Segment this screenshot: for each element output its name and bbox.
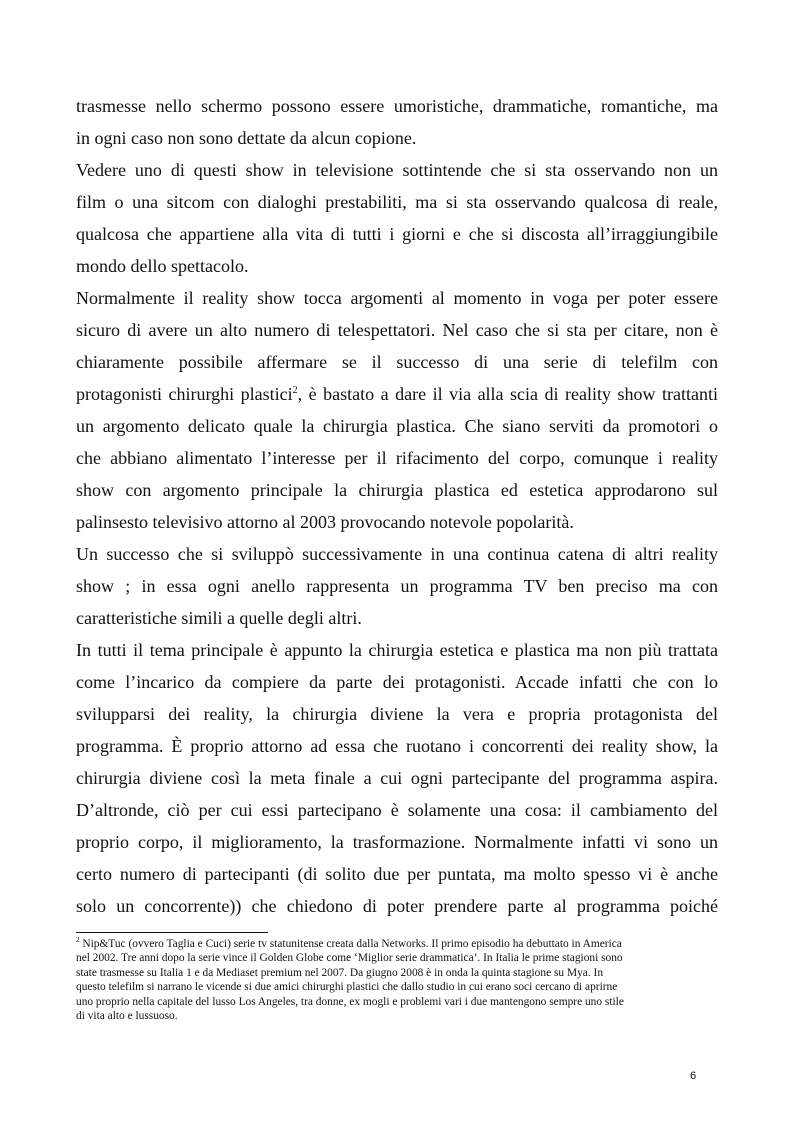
text-line: palinsesto televisivo attorno al 2003 provocando notevole popolarità. <box>76 512 574 532</box>
footnote-marker: 2 <box>76 936 80 945</box>
text-line: chiaramente possibile affermare se il successo di una serie di telefilm con <box>76 352 718 372</box>
footnote <box>76 937 718 1023</box>
text-line: in ogni caso non sono dettate da alcun copione. <box>76 128 417 148</box>
body-text <box>76 90 718 922</box>
text-line: svilupparsi dei reality, la chirurgia diviene la vera e propria protagonista del <box>76 704 718 724</box>
text-line: film o una sitcom con dialoghi prestabiliti, ma si sta osservando qualcosa di reale, <box>76 192 718 212</box>
text-line: mondo dello spettacolo. <box>76 256 249 276</box>
page-number: 6 <box>690 1070 697 1082</box>
footnote-text: Nip&Tuc (ovvero Taglia e Cuci) serie tv statunitense creata dalla Networks. Il primo episodio ha debuttato in America <box>79 938 622 950</box>
footnote-line: nel 2002. Tre anni dopo la serie vince il Golden Globe come ‘Miglior serie drammatica’. In Italia le prime stagioni sono <box>76 952 623 965</box>
text-line: un argomento delicato quale la chirurgia plastica. Che siano serviti da promotori o <box>76 416 718 436</box>
text-line: Un successo che si sviluppò successivamente in una continua catena di altri reality <box>76 544 718 564</box>
text-line: solo un concorrente)) che chiedono di poter prendere parte al programma poiché <box>76 896 718 916</box>
text-line: D’altronde, ciò per cui essi partecipano è solamente una cosa: il cambiamento del <box>76 800 718 820</box>
text-segment: , è bastato a dare il via alla scia di reality show trattanti <box>297 384 718 404</box>
text-line: sicuro di avere un alto numero di telespettatori. Nel caso che si sta per citare, non è <box>76 320 718 340</box>
text-line: certo numero di partecipanti (di solito due per puntata, ma molto spesso vi è anche <box>76 864 718 884</box>
text-line: come l’incarico da compiere da parte dei protagonisti. Accade infatti che con lo <box>76 672 718 692</box>
footnote-reference[interactable]: 2 <box>292 385 298 396</box>
footnote-separator <box>76 932 268 933</box>
text-line: chirurgia diviene così la meta finale a cui ogni partecipante del programma aspira. <box>76 768 718 788</box>
text-line: caratteristiche simili a quelle degli altri. <box>76 608 362 628</box>
footnote-line: questo telefilm si narrano le vicende si due amici chirurghi plastici che dallo studio in cui erano soci cercano di aprirne <box>76 981 618 994</box>
text-line: show con argomento principale la chirurgia plastica ed estetica approdarono sul <box>76 480 718 500</box>
text-line: che abbiano alimentato l’interesse per il rifacimento del corpo, comunque i reality <box>76 448 718 468</box>
text-line: proprio corpo, il miglioramento, la trasformazione. Normalmente infatti vi sono un <box>76 832 718 852</box>
text-line: programma. È proprio attorno ad essa che ruotano i concorrenti dei reality show, la <box>76 736 718 756</box>
footnote-line: di vita alto e lussuoso. <box>76 1010 178 1023</box>
text-segment: protagonisti chirurghi plastici <box>76 384 293 404</box>
text-line: show ; in essa ogni anello rappresenta un programma TV ben preciso ma con <box>76 576 718 596</box>
text-line-with-footnote <box>76 378 718 410</box>
text-line: trasmesse nello schermo possono essere umoristiche, drammatiche, romantiche, ma <box>76 96 718 116</box>
footnote-line: state trasmesse su Italia 1 e da Mediaset premium nel 2007. Da giugno 2008 è in onda la quinta stagione su Mya. In <box>76 966 604 979</box>
text-line: Vedere uno di questi show in televisione sottintende che si sta osservando non un <box>76 160 718 180</box>
footnote-line <box>76 937 718 951</box>
text-line: Normalmente il reality show tocca argomenti al momento in voga per poter essere <box>76 288 718 308</box>
footnote-line: uno proprio nella capitale del lusso Los Angeles, tra donne, ex mogli e problemi vari i due mantengono sempre uno stile <box>76 995 624 1008</box>
text-line: In tutti il tema principale è appunto la chirurgia estetica e plastica ma non più trattata <box>76 640 718 660</box>
text-line: qualcosa che appartiene alla vita di tutti i giorni e che si discosta all’irraggiungibile <box>76 224 718 244</box>
